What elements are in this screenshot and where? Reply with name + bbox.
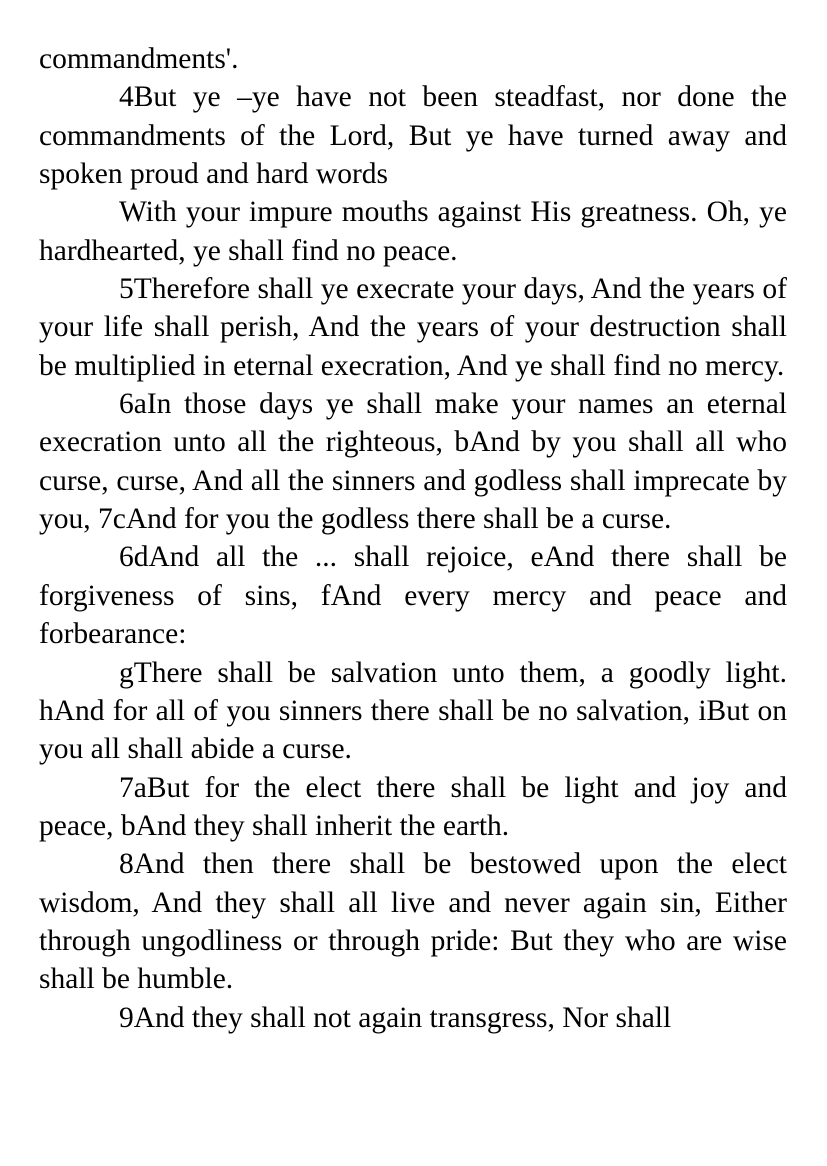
paragraph-verse-7a: 7aBut for the elect there shall be light and joy and peace, bAnd they shall inherit the earth. [39,771,787,842]
paragraph-verse-4-cont: With your impure mouths against His greatness. Oh, ye hardhearted, ye shall find no peace. [39,196,787,267]
document-page [39,40,787,1037]
paragraph-verse-9: 9And they shall not again transgress, Nor shall [119,1001,672,1034]
paragraph-verse-6a: 6aIn those days ye shall make your names an eternal execration unto all the righteous, bAnd by you shall all who curse, curse, And all the sinners and godless shall imprecate by you, 7cAnd for you the godless there shall be a curse. [39,388,787,536]
paragraph-verse-8: 8And then there shall be bestowed upon the elect wisdom, And they shall all live and never again sin, Either through ungodliness or through pride: But they who are wise shall be humble. [39,848,787,996]
paragraph-verse-4: 4But ye –ye have not been steadfast, nor done the commandments of the Lord, But ye have turned away and spoken proud and hard words [39,81,787,191]
paragraph-verse-5: 5Therefore shall ye execrate your days, And the years of your life shall perish, And the years of your destruction shall be multiplied in eternal execration, And ye shall find no mercy. [39,273,787,382]
paragraph-verse-6d: 6dAnd all the ... shall rejoice, eAnd there shall be forgiveness of sins, fAnd every mercy and peace and forbearance: [39,541,787,651]
paragraph-verse-6g: gThere shall be salvation unto them, a goodly light. hAnd for all of you sinners there shall be no salvation, iBut on you all shall abide a curse. [39,656,787,766]
paragraph-continuation: commandments'. [39,43,239,75]
